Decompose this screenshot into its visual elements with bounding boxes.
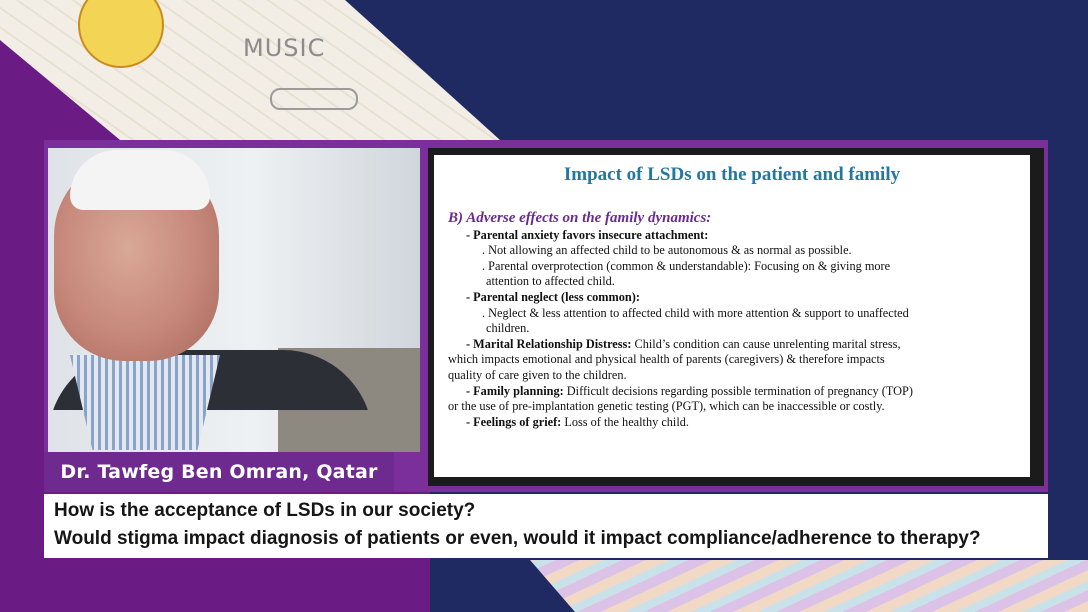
slide-line: . Neglect & less attention to affected child with more attention & support to unaffected [482,305,909,320]
speaker-name-label: Dr. Tawfeg Ben Omran, Qatar [60,461,378,483]
question-line-2: Would stigma impact diagnosis of patients or even, would it impact compliance/adherence to therapy? [54,528,981,549]
slide-line: which impacts emotional and physical health of parents (caregivers) & therefore impacts [448,352,885,367]
slide-line: . Parental overprotection (common & understandable): Focusing on & giving more [482,258,891,273]
slide-line-bold: - Family planning: [466,383,564,398]
music-doodle-text: MUSIC [243,34,326,62]
slide-line: or the use of pre-implantation genetic testing (PGT), which can be inaccessible or costly. [448,399,885,414]
slide-line-text: Difficult decisions regarding possible termination of pregnancy (TOP) [563,383,913,398]
speaker-name-plate [44,452,394,492]
speaker-hair [70,150,210,210]
speaker-shirt [70,355,220,455]
slide-line: children. [486,321,530,336]
slide-line [448,337,1023,353]
slide-section-heading: B) Adverse effects on the family dynamics: [448,210,712,226]
slide-line: - Parental anxiety favors insecure attachment: [466,227,709,242]
slide-line: - Parental neglect (less common): [466,289,640,304]
slide-line-bold: - Feelings of grief: [466,414,562,429]
presentation-slide [434,155,1030,477]
slide-line: . Not allowing an affected child to be autonomous & as normal as possible. [482,243,852,258]
question-caption-bar [44,494,1048,558]
trumpet-doodle-icon [270,88,358,110]
slide-line: quality of care given to the children. [448,367,627,382]
slide-title: Impact of LSDs on the patient and family [563,164,901,185]
slide-line: attention to affected child. [486,274,615,289]
slide-body [448,211,1023,430]
slide-line-bold: - Marital Relationship Distress: [466,336,632,351]
question-line-1: How is the acceptance of LSDs in our society? [54,500,476,521]
slide-line [448,384,1023,400]
slide-line-text: Child’s condition can cause unrelenting marital stress, [631,336,901,351]
slide-line [448,415,1023,431]
slide-line-text: Loss of the healthy child. [561,414,689,429]
